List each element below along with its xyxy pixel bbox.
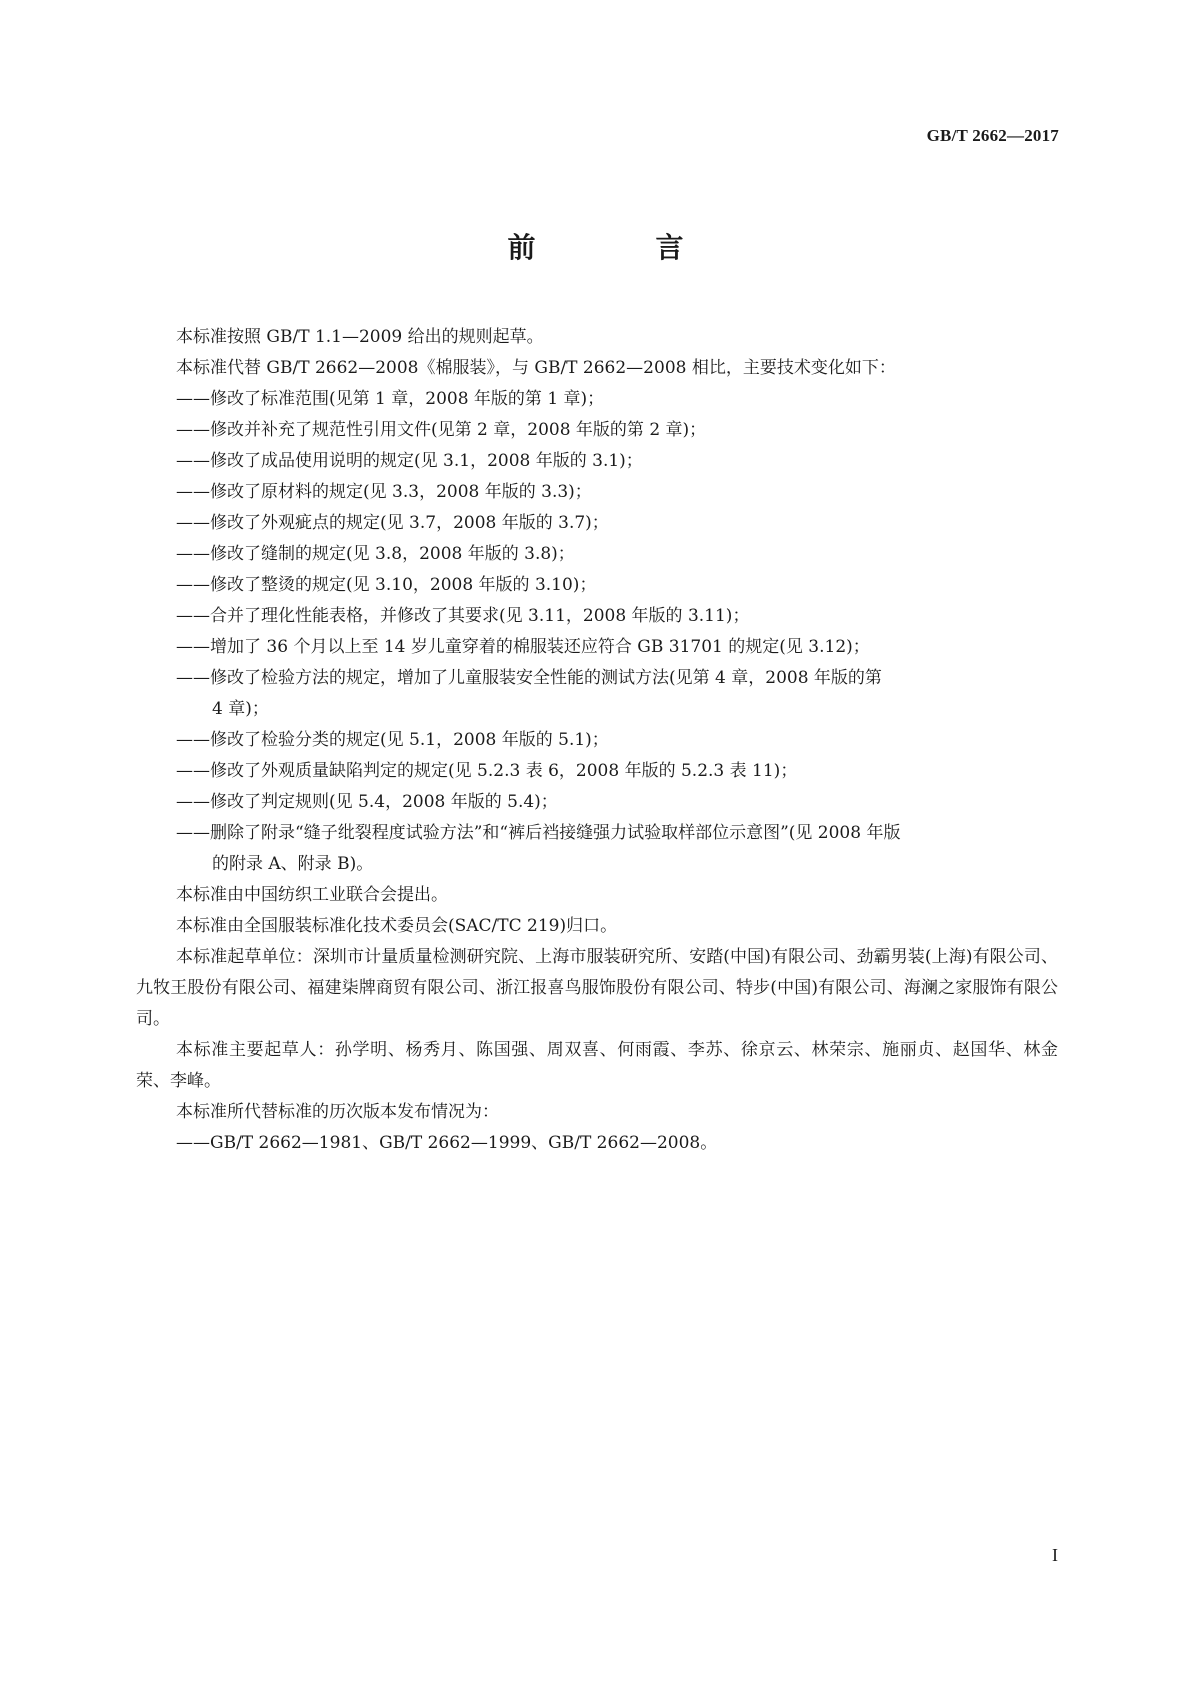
- list-item: ——增加了 36 个月以上至 14 岁儿童穿着的棉服装还应符合 GB 31701 的规定(见 3.12)；: [176, 637, 870, 657]
- paragraph-drafting-units: 本标准起草单位：深圳市计量质量检测研究院、上海市服装研究所、安踏(中国)有限公司、劲霸男装(上海)有限公司、九牧王股份有限公司、福建柒牌商贸有限公司、浙江报喜鸟服饰股份有限公司、特步(中国)有限公司、海澜之家服饰有限公司。: [136, 947, 1058, 1029]
- list-item: ——修改了标准范围(见第 1 章，2008 年版的第 1 章)；: [176, 389, 605, 409]
- list-item: ——修改了整烫的规定(见 3.10，2008 年版的 3.10)；: [176, 575, 597, 595]
- list-item-line: ——删除了附录“缝子纰裂程度试验方法”和“裤后裆接缝强力试验取样部位示意图”(见 2008 年版: [176, 823, 901, 843]
- paragraph-replace: 本标准代替 GB/T 2662—2008《棉服装》，与 GB/T 2662—2008 相比，主要技术变化如下：: [176, 358, 896, 378]
- page-title: 前 言: [507, 231, 730, 264]
- list-item: ——修改了缝制的规定(见 3.8，2008 年版的 3.8)；: [176, 544, 575, 564]
- list-item: ——修改了原材料的规定(见 3.3，2008 年版的 3.3)；: [176, 482, 592, 502]
- list-item-line: ——修改了检验方法的规定，增加了儿童服装安全性能的测试方法(见第 4 章，2008 年版的第: [176, 668, 882, 688]
- paragraph-rules: 本标准按照 GB/T 1.1—2009 给出的规则起草。: [176, 327, 544, 347]
- paragraph-history: 本标准所代替标准的历次版本发布情况为：: [176, 1102, 499, 1122]
- standard-code: GB/T 2662—2017: [926, 126, 1059, 145]
- paragraph-centralized: 本标准由全国服装标准化技术委员会(SAC/TC 219)归口。: [176, 916, 618, 936]
- list-item: ——合并了理化性能表格，并修改了其要求(见 3.11，2008 年版的 3.11)；: [176, 606, 750, 626]
- list-item: ——修改了外观质量缺陷判定的规定(见 5.2.3 表 6，2008 年版的 5.2.3 表 11)；: [176, 761, 798, 781]
- paragraph-proposed: 本标准由中国纺织工业联合会提出。: [176, 885, 448, 905]
- list-item: ——修改了检验分类的规定(见 5.1，2008 年版的 5.1)；: [176, 730, 609, 750]
- list-item-line-continued: 4 章)；: [212, 699, 269, 719]
- foreword-body: [136, 322, 1058, 1159]
- list-item-line-continued: 的附录 A、附录 B)。: [212, 854, 374, 874]
- list-item-history: ——GB/T 2662—1981、GB/T 2662—1999、GB/T 2662—2008。: [176, 1133, 718, 1153]
- list-item: ——修改了成品使用说明的规定(见 3.1，2008 年版的 3.1)；: [176, 451, 643, 471]
- list-item-multiline: [136, 818, 1058, 880]
- list-item: ——修改并补充了规范性引用文件(见第 2 章，2008 年版的第 2 章)；: [176, 420, 707, 440]
- paragraph-drafters: 本标准主要起草人：孙学明、杨秀月、陈国强、周双喜、何雨霞、李苏、徐京云、林荣宗、施丽贞、赵国华、林金荣、李峰。: [136, 1040, 1058, 1091]
- list-item: ——修改了判定规则(见 5.4，2008 年版的 5.4)；: [176, 792, 558, 812]
- page-number: I: [1052, 1545, 1058, 1565]
- list-item-multiline: [136, 663, 1058, 725]
- list-item: ——修改了外观疵点的规定(见 3.7，2008 年版的 3.7)；: [176, 513, 609, 533]
